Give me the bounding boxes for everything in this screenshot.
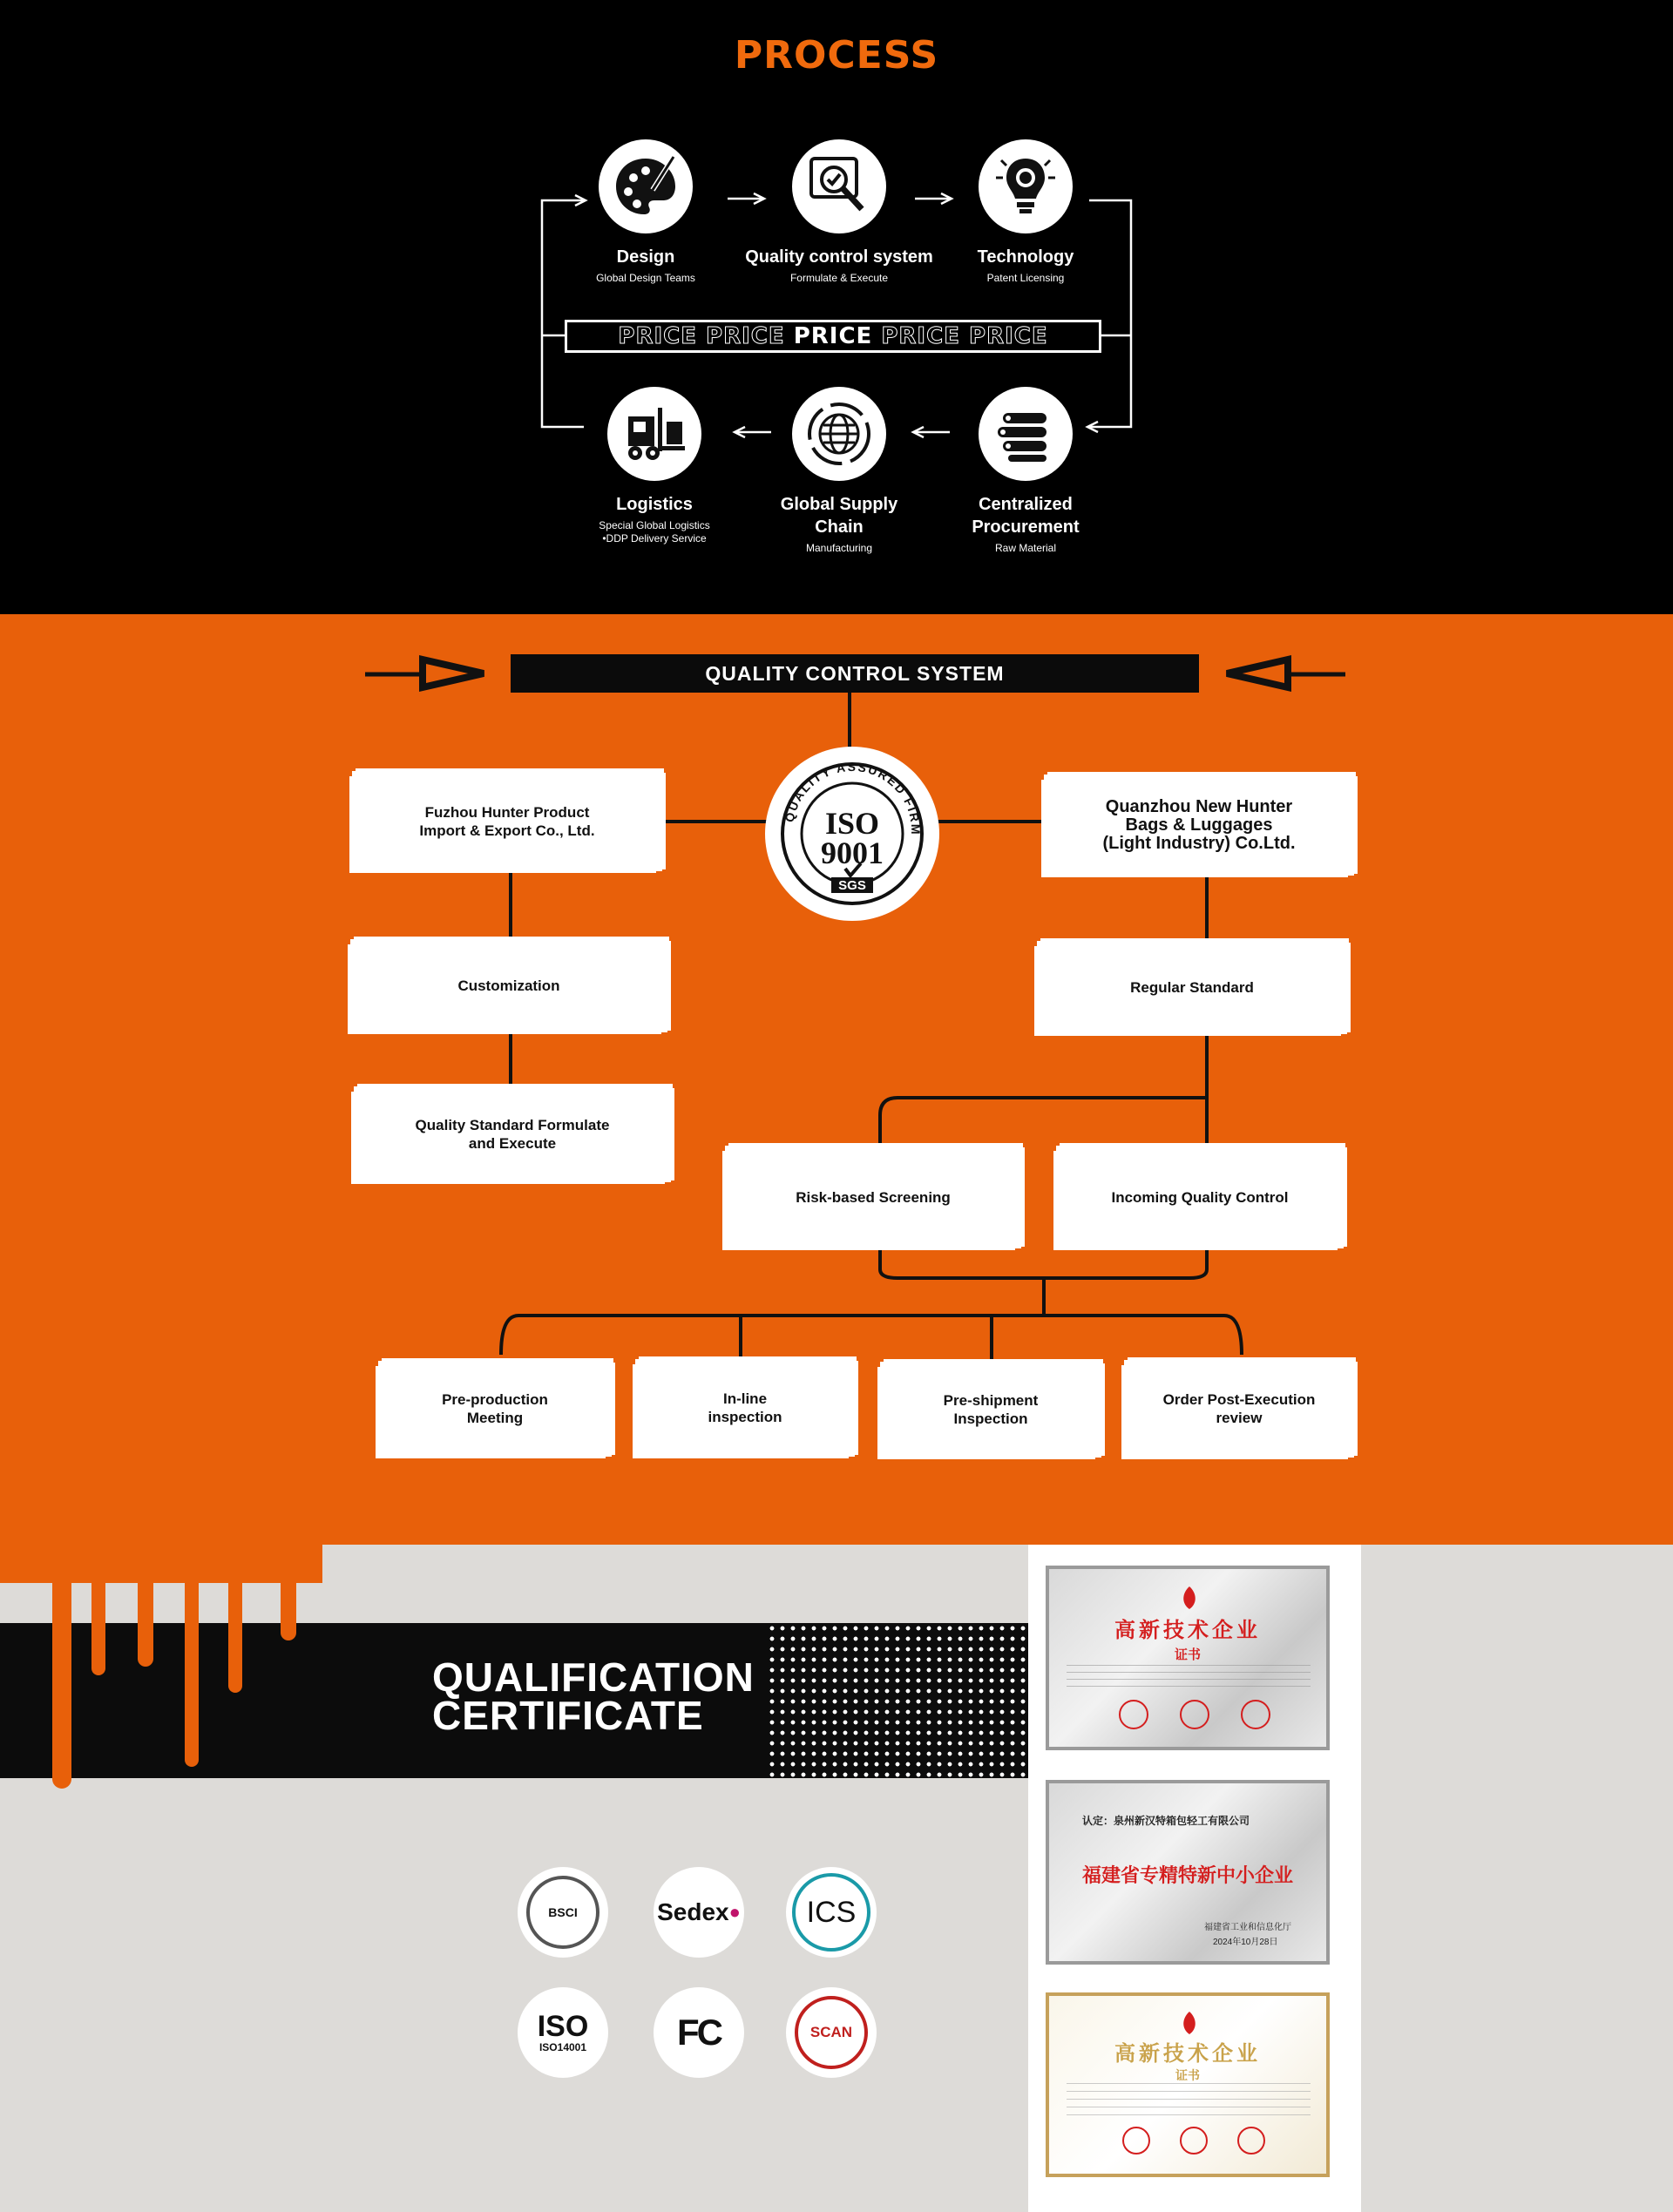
sedex-dot: ● xyxy=(728,1901,741,1923)
step-name xyxy=(895,493,1156,538)
certificate-section xyxy=(0,1545,1673,2212)
plaque-title: 高新技术企业 xyxy=(1114,1618,1261,1642)
seal-stamp xyxy=(1180,2127,1208,2155)
iso-number: 9001 xyxy=(821,835,884,870)
logo-sub-label: ISO14001 xyxy=(538,2041,587,2053)
box-line: Pre-shipment xyxy=(943,1392,1039,1409)
price-word: PRICE xyxy=(969,323,1048,349)
risk-screening-box: Risk-based Screening xyxy=(725,1146,1021,1248)
step-sub: Formulate & Execute xyxy=(789,272,889,284)
certificate-plaque-hightech xyxy=(1046,1566,1330,1750)
seal-stamp xyxy=(1241,1700,1270,1729)
sgs-text: SGS xyxy=(838,878,866,893)
step-name-line: Global Supply xyxy=(780,495,898,514)
plaque-text-lines xyxy=(1067,1665,1311,1691)
qualification-title xyxy=(432,1654,755,1738)
post-execution-box xyxy=(1124,1360,1354,1458)
logo-label: ICS xyxy=(806,1895,857,1929)
palette-icon xyxy=(599,139,693,233)
plaque-date: 2024年10月28日 xyxy=(1213,1938,1278,1947)
paint-drip xyxy=(52,1571,71,1789)
step-name-line: Procurement xyxy=(972,517,1080,537)
certificate-plaque-specialized xyxy=(1046,1780,1330,1965)
price-word: PRICE xyxy=(881,323,960,349)
paint-drip xyxy=(185,1571,199,1767)
step-name-line: Chain xyxy=(815,517,864,537)
price-word: PRICE xyxy=(793,323,873,349)
process-title: PROCESS xyxy=(734,33,939,78)
box-line: Bags & Luggages xyxy=(1125,815,1273,835)
box-line: Meeting xyxy=(466,1410,524,1426)
plaque-line: 认定：泉州新汉特箱包轻工有限公司 xyxy=(1082,1815,1250,1827)
box-line: Order Post-Execution xyxy=(1162,1391,1316,1408)
pre-production-box xyxy=(378,1361,612,1457)
box-line: In-line xyxy=(722,1390,768,1407)
seal-stamp xyxy=(1237,2127,1265,2155)
step-name: Technology xyxy=(977,247,1074,267)
globe-icon xyxy=(792,387,886,481)
iso14001-icon xyxy=(518,1987,608,2078)
box-line: and Execute xyxy=(468,1135,557,1152)
lightbulb-gear-icon xyxy=(979,139,1073,233)
paint-drip xyxy=(91,1571,105,1675)
box-line: Quanzhou New Hunter xyxy=(1105,796,1293,816)
magnifier-check-icon xyxy=(792,139,886,233)
step-sub: Raw Material xyxy=(994,542,1057,554)
logo-label: BSCI xyxy=(548,1905,578,1919)
step-technology xyxy=(895,139,1156,285)
quality-standard-box xyxy=(354,1086,671,1182)
iso-arc-text: QUALITY ASSURED FIRM xyxy=(782,759,924,836)
plaque-title: 福建省专精特新中小企业 xyxy=(1081,1865,1293,1887)
seal-stamp xyxy=(1180,1700,1209,1729)
pre-shipment-box xyxy=(880,1362,1101,1458)
box-line: (Light Industry) Co.Ltd. xyxy=(1102,833,1296,853)
step-procurement xyxy=(895,387,1156,555)
box-line: Quality Standard Formulate xyxy=(415,1117,610,1133)
step-name: Quality control system xyxy=(745,247,933,267)
inline-inspection-box xyxy=(635,1359,855,1457)
step-name: Design xyxy=(616,247,675,267)
emblem-icon xyxy=(1178,1585,1201,1611)
sedex-icon xyxy=(654,1867,744,1958)
scan-icon xyxy=(786,1987,877,2078)
paint-drip xyxy=(0,1545,322,1583)
plaque-sub: 证书 xyxy=(1175,2069,1200,2083)
title-line: QUALIFICATION xyxy=(432,1654,755,1700)
seal-stamp xyxy=(1122,2127,1150,2155)
ics-ring xyxy=(792,1873,870,1952)
box-line: Fuzhou Hunter Product xyxy=(424,803,590,821)
box-line: Import & Export Co., Ltd. xyxy=(419,822,595,839)
certificate-plaque-hightech-gold xyxy=(1046,1992,1330,2177)
step-name: Logistics xyxy=(616,495,693,514)
incoming-qc-box: Incoming Quality Control xyxy=(1056,1146,1344,1248)
plaque-text-lines xyxy=(1067,2083,1311,2118)
box-line: review xyxy=(1216,1410,1263,1426)
customization-box: Customization xyxy=(350,939,667,1032)
logo-label: FC xyxy=(677,2012,721,2053)
box-line: Pre-production xyxy=(442,1391,548,1408)
paint-drip xyxy=(228,1571,242,1693)
iso9001-badge xyxy=(765,747,939,921)
fcc-icon xyxy=(654,1987,744,2078)
price-word: PRICE xyxy=(618,323,697,349)
scan-ring xyxy=(795,1996,868,2069)
quality-control-section xyxy=(0,614,1673,1545)
iso-text: ISO xyxy=(824,806,880,841)
step-sub: Manufacturing xyxy=(805,542,873,554)
box-line: Inspection xyxy=(953,1410,1028,1427)
qc-title: QUALITY CONTROL SYSTEM xyxy=(511,654,1199,693)
step-sub: Global Design Teams xyxy=(596,272,695,284)
company-quanzhou-box xyxy=(1044,775,1354,876)
step-sub-line: •DDP Delivery Service xyxy=(602,532,707,545)
logo-label: ISO xyxy=(537,2010,589,2043)
paint-drip xyxy=(281,1571,296,1640)
forklift-icon xyxy=(607,387,701,481)
plaque-sub: 证书 xyxy=(1174,1647,1201,1662)
emblem-icon xyxy=(1178,2010,1201,2036)
company-fuzhou-box xyxy=(352,771,662,871)
step-sub: Patent Licensing xyxy=(986,272,1065,284)
ics-icon xyxy=(786,1867,877,1958)
logo-label: SCAN xyxy=(809,2024,853,2040)
price-banner xyxy=(565,320,1101,353)
paint-drip xyxy=(138,1571,153,1667)
plaque-issuer: 福建省工业和信息化厅 xyxy=(1204,1923,1291,1932)
seal-stamp xyxy=(1119,1700,1148,1729)
price-word: PRICE xyxy=(706,323,785,349)
bsci-ring xyxy=(526,1876,599,1949)
logo-label: Sedex xyxy=(657,1898,729,1925)
regular-standard-box: Regular Standard xyxy=(1037,941,1347,1034)
step-sub-line: Special Global Logistics xyxy=(599,519,710,531)
bsci-icon xyxy=(518,1867,608,1958)
plaque-title: 高新技术企业 xyxy=(1114,2041,1261,2066)
halftone-pattern xyxy=(767,1623,1028,1778)
title-line: CERTIFICATE xyxy=(432,1693,704,1738)
step-name-line: Centralized xyxy=(979,495,1073,514)
process-section xyxy=(0,0,1673,614)
logs-icon xyxy=(979,387,1073,481)
box-line: inspection xyxy=(708,1409,782,1425)
